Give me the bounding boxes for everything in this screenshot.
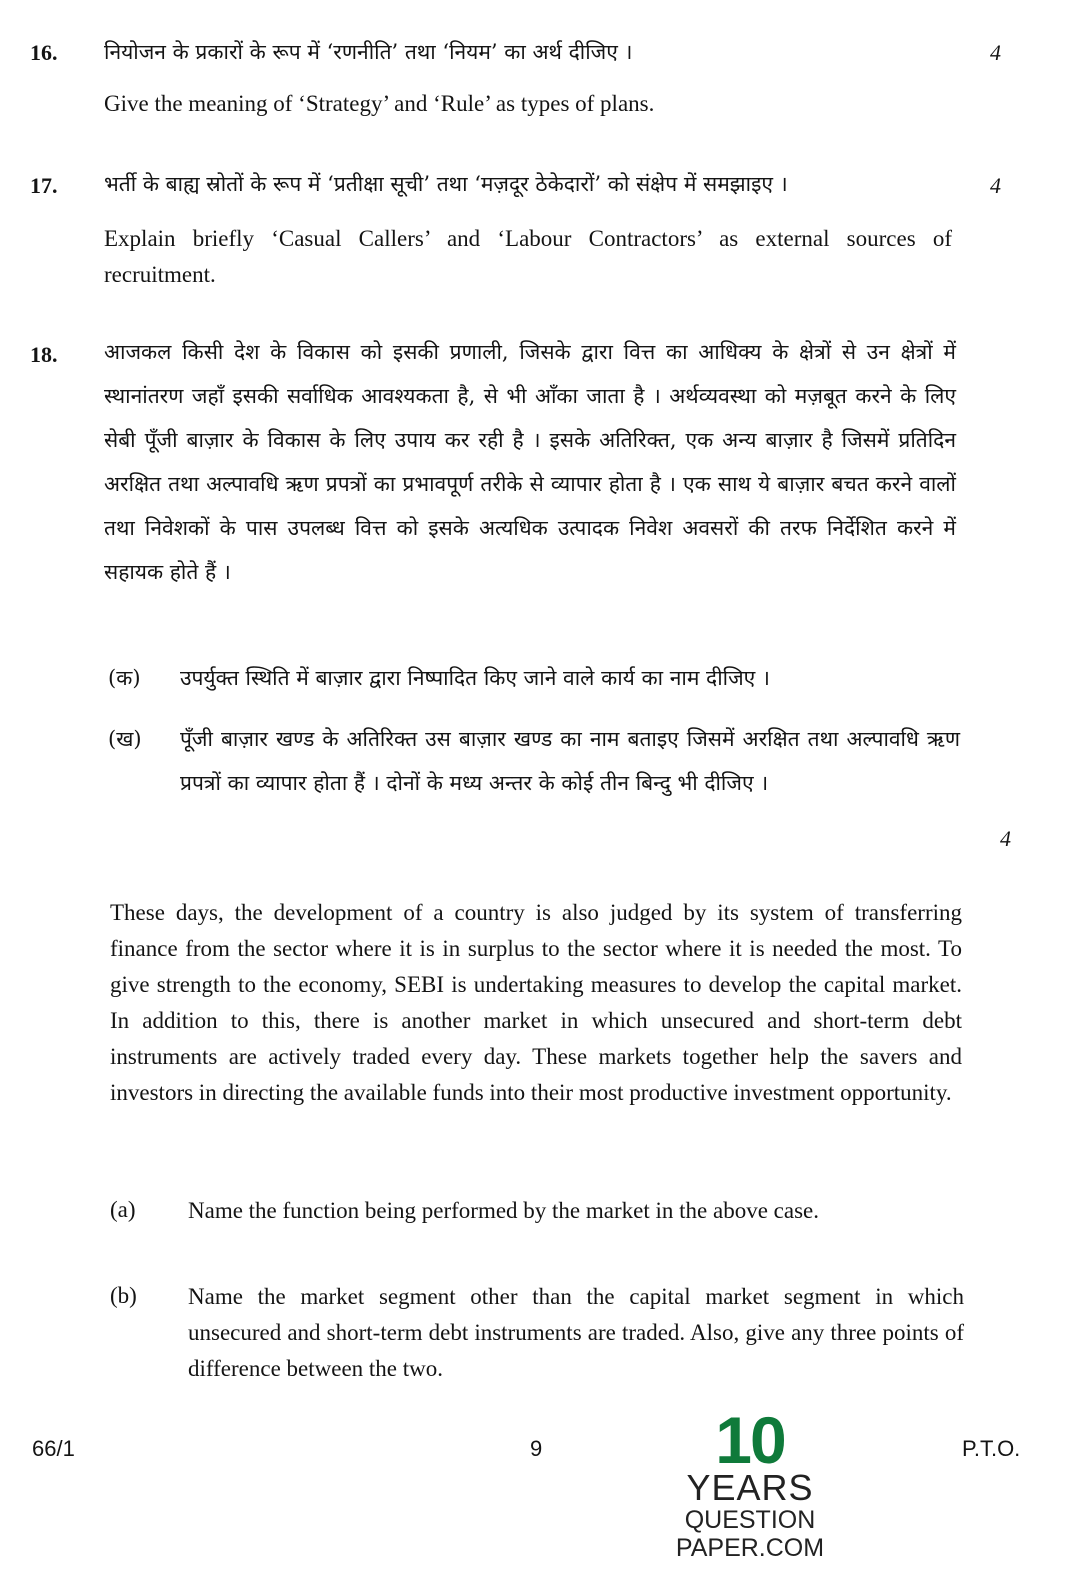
question-number-18: 18. [30, 342, 58, 367]
question-18-english-passage: These days, the development of a country is also judged by its system of transferring finance from the sector where it is in surplus to the sector where it is needed the most. To give strength to the economy, SEBI is undertaking measures to develop the capital market. In addition to this, there is another market in which unsecured and short-term debt instruments are actively traded every day. These markets together help the savers and investors in directing the available funds into their most productive investment opportunity. [110, 900, 962, 1105]
question-17-hindi: भर्ती के बाह्य स्रोतों के रूप में ‘प्रतीक्षा सूची’ तथा ‘मज़दूर ठेकेदारों’ को संक्षेप में समझाइए । [104, 172, 788, 196]
question-number-17: 17. [30, 173, 58, 198]
pto-label: P.T.O. [962, 1436, 1021, 1461]
paper-code: 66/1 [32, 1436, 75, 1461]
question-17-marks: 4 [990, 173, 1001, 198]
page-number: 9 [530, 1436, 543, 1461]
question-18-english-part-a-label: (a) [110, 1197, 136, 1222]
question-16-english: Give the meaning of ‘Strategy’ and ‘Rule’ as types of plans. [104, 91, 655, 116]
watermark-site: QUESTION PAPER.COM [675, 1506, 825, 1562]
question-18-hindi-part-b: पूँजी बाज़ार खण्ड के अतिरिक्त उस बाज़ार खण्ड का नाम बताइए जिसमें अरक्षित तथा अल्पावधि ऋण प्रपत्रों का व्यापार होता हैं । दोनों के मध्य अन्तर के कोई तीन बिन्दु भी दीजिए । [180, 727, 960, 795]
watermark-word: YEARS [686, 1467, 814, 1508]
question-18-english-part-a: Name the function being performed by the market in the above case. [188, 1198, 819, 1223]
question-18-english-part-b: Name the market segment other than the capital market segment in which unsecured and short-term debt instruments are traded. Also, give any three points of difference between the two. [188, 1284, 964, 1381]
question-16-hindi: नियोजन के प्रकारों के रूप में ‘रणनीति’ तथा ‘नियम’ का अर्थ दीजिए । [104, 40, 633, 64]
question-16-marks: 4 [990, 40, 1001, 65]
watermark-number: 10 [715, 1403, 785, 1477]
question-18-hindi-part-b-label: (ख) [108, 727, 142, 751]
question-18-hindi-part-a: उपर्युक्त स्थिति में बाज़ार द्वारा निष्पादित किए जाने वाले कार्य का नाम दीजिए । [180, 666, 770, 690]
question-17-english: Explain briefly ‘Casual Callers’ and ‘Labour Contractors’ as external sources of recruitment. [104, 226, 952, 287]
question-18-hindi-part-a-label: (क) [108, 666, 141, 690]
watermark-logo [630, 1403, 870, 1562]
question-18-marks: 4 [1000, 826, 1011, 851]
question-18-english-part-b-label: (b) [110, 1283, 137, 1308]
question-number-16: 16. [30, 40, 58, 65]
question-18-hindi-passage: आजकल किसी देश के विकास को इसकी प्रणाली, जिसके द्वारा वित्त का आधिक्य के क्षेत्रों से उन क्षेत्रों में स्थानांतरण जहाँ इसकी सर्वाधिक आवश्यकता है, से भी आँका जाता है । अर्थव्यवस्था को मज़बूत करने के लिए सेबी पूँजी बाज़ार के विकास के लिए उपाय कर रही है । इसके अतिरिक्त, एक अन्य बाज़ार है जिसमें प्रतिदिन अरक्षित तथा अल्पावधि ऋण प्रपत्रों का प्रभावपूर्ण तरीके से व्यापार होता है । एक साथ ये बाज़ार बचत करने वालों तथा निवेशकों के पास उपलब्ध वित्त को इसके अत्यधिक उत्पादक निवेश अवसरों की तरफ निर्देशित करने में सहायक होते हैं । [104, 340, 956, 584]
